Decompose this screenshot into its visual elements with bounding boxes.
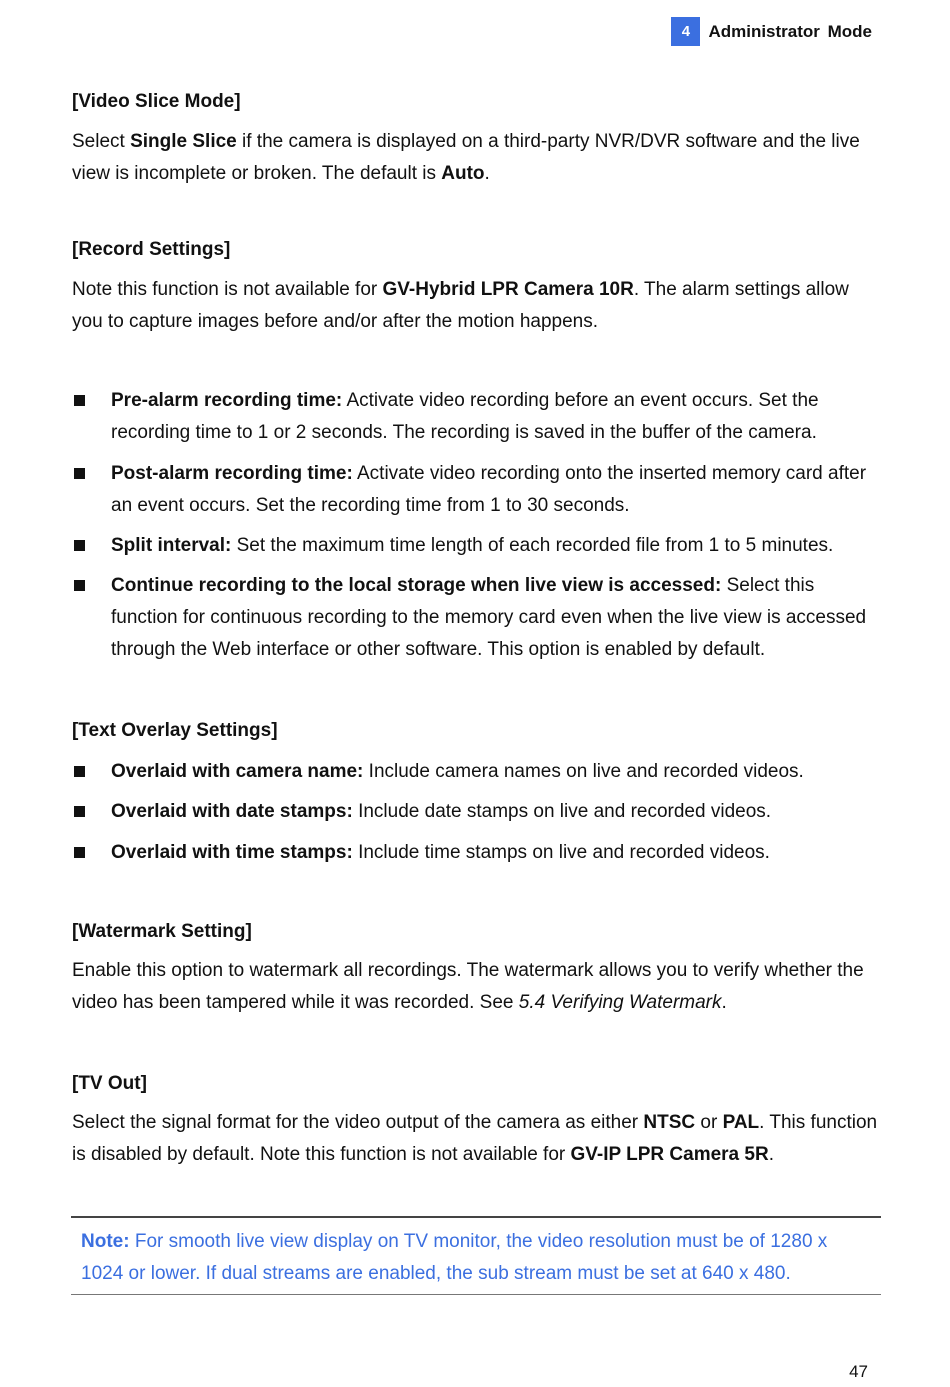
list-item: Overlaid with date stamps: Include date stamps on live and recorded videos. — [72, 796, 880, 828]
bullet-square-icon — [74, 395, 85, 406]
tv-out-paragraph: Select the signal format for the video output of the camera as either NTSC or PAL. This function is disabled by default. Note this function is not available for GV-IP LPR Camera 5R. — [72, 1112, 878, 1165]
video-slice-heading: [Video Slice Mode] — [72, 91, 241, 112]
note-label: Note: — [81, 1231, 130, 1252]
note-box — [71, 1216, 881, 1295]
page-number: 47 — [849, 1362, 868, 1381]
list-item: Post-alarm recording time: Activate video recording onto the inserted memory card after an event occurs. Set the recording time from 1 to 30 seconds. — [72, 458, 880, 522]
record-settings-paragraph: Note this function is not available for GV-Hybrid LPR Camera 10R. The alarm settings allow you to capture images before and/or after the motion happens. — [72, 279, 849, 332]
bullet-square-icon — [74, 847, 85, 858]
bullet-square-icon — [74, 766, 85, 777]
watermark-heading: [Watermark Setting] — [72, 921, 252, 942]
video-slice-paragraph: Select Single Slice if the camera is displayed on a third-party NVR/DVR software and the live view is incomplete or broken. The default is Auto. — [72, 131, 860, 184]
watermark-paragraph: Enable this option to watermark all recordings. The watermark allows you to verify whether the video has been tampered while it was recorded. See 5.4 Verifying Watermark. — [72, 960, 864, 1013]
chapter-title: Administrator Mode — [708, 21, 872, 41]
list-item: Overlaid with camera name: Include camera names on live and recorded videos. — [72, 756, 880, 788]
chapter-number-badge: 4 — [671, 17, 700, 46]
record-settings-heading: [Record Settings] — [72, 239, 231, 260]
chapter-header — [671, 17, 872, 46]
list-item: Pre-alarm recording time: Activate video recording before an event occurs. Set the recording time to 1 or 2 seconds. The recording is saved in the buffer of the camera. — [72, 385, 880, 449]
bullet-square-icon — [74, 806, 85, 817]
watermark-reference-link[interactable]: 5.4 Verifying Watermark — [518, 992, 722, 1013]
bullet-square-icon — [74, 540, 85, 551]
bullet-square-icon — [74, 468, 85, 479]
text-overlay-heading: [Text Overlay Settings] — [72, 720, 278, 741]
list-item: Overlaid with time stamps: Include time stamps on live and recorded videos. — [72, 837, 880, 869]
tv-out-heading: [TV Out] — [72, 1073, 147, 1094]
list-item: Split interval: Set the maximum time length of each recorded file from 1 to 5 minutes. — [72, 530, 880, 562]
note-text: For smooth live view display on TV monitor, the video resolution must be of 1280 x 1024 or lower. If dual streams are enabled, the sub stream must be set at 640 x 480. — [81, 1231, 828, 1284]
bullet-square-icon — [74, 580, 85, 591]
list-item: Continue recording to the local storage when live view is accessed: Select this function for continuous recording to the memory card even when the live view is accessed through the Web interface or other software. This option is enabled by default. — [72, 570, 880, 666]
